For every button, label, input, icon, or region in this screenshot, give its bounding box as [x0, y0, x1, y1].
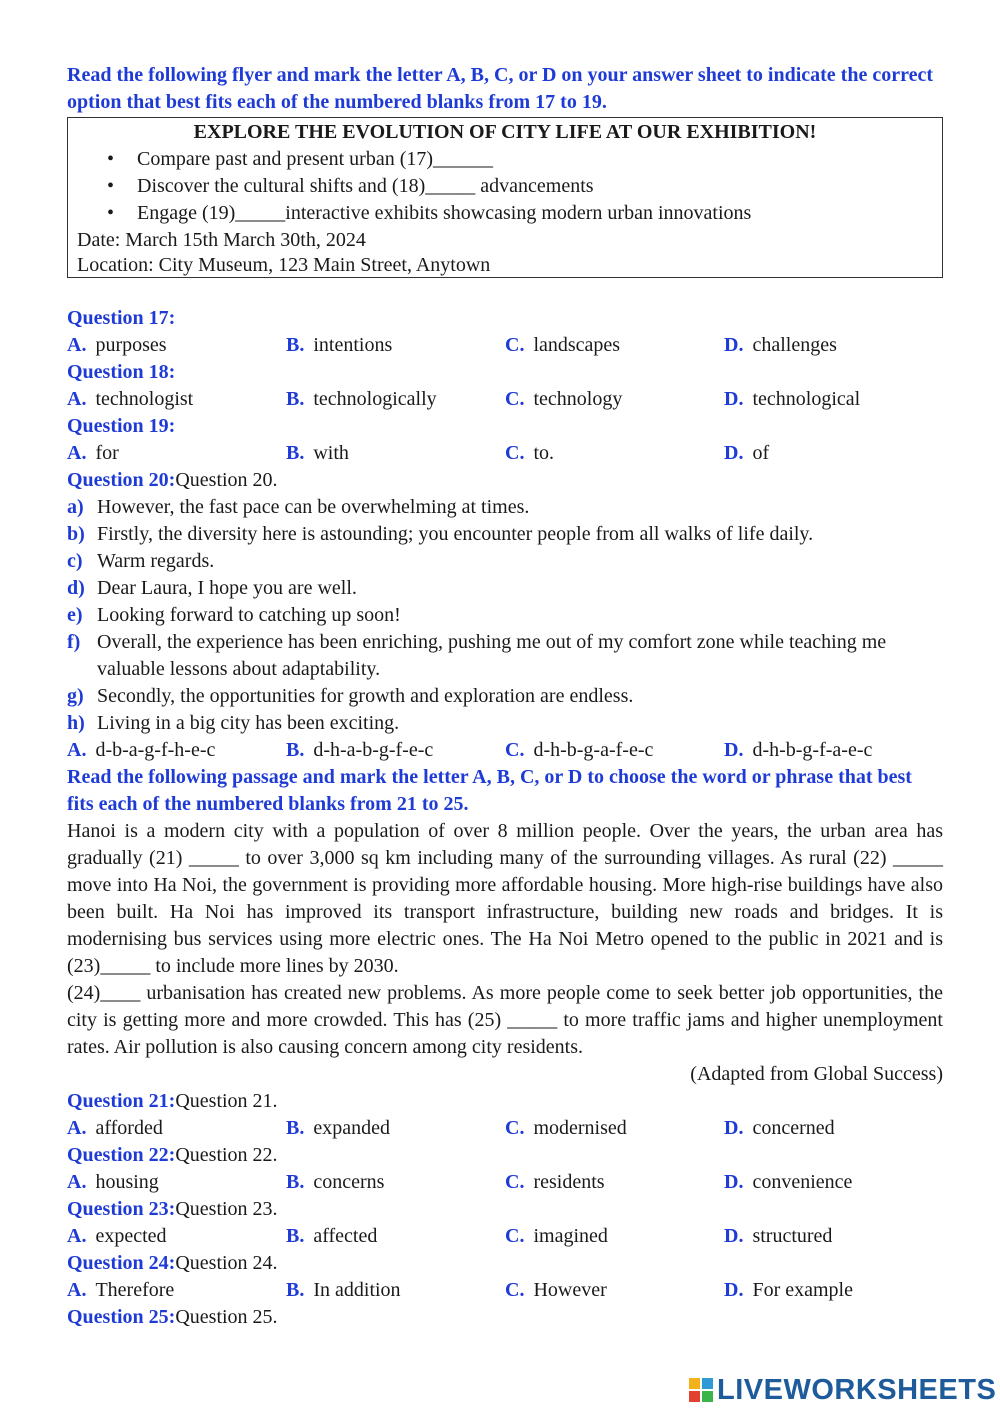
- sentence-item: b) Firstly, the diversity here is astounding; you encounter people from all walks of life daily.: [67, 523, 814, 545]
- sentence-item: a) However, the fast pace can be overwhelming at times.: [67, 496, 530, 518]
- option-b[interactable]: B. expanded: [286, 1117, 390, 1139]
- question-text: Question 24.: [175, 1252, 278, 1274]
- instructions-passage: Read the following passage and mark the letter A, B, C, or D to choose the word or phrase that best fits each of the numbered blanks from 21 to 25.: [67, 766, 912, 815]
- option-c[interactable]: C. technology: [505, 388, 623, 410]
- option-b[interactable]: B. d-h-a-b-g-f-e-c: [286, 739, 434, 761]
- flyer-bullet: • Discover the cultural shifts and (18)_____ advancements: [137, 173, 933, 200]
- option-d[interactable]: D. d-h-b-g-f-a-e-c: [724, 739, 873, 761]
- option-c[interactable]: C. to.: [505, 442, 555, 464]
- passage-source: (Adapted from Global Success): [690, 1063, 943, 1085]
- flyer-bullet: • Engage (19)_____interactive exhibits showcasing modern urban innovations: [137, 200, 933, 227]
- question-17: [67, 305, 943, 359]
- question-text: Question 22.: [175, 1144, 278, 1166]
- option-c[interactable]: C. d-h-b-g-a-f-e-c: [505, 739, 654, 761]
- option-a[interactable]: A. Therefore: [67, 1279, 175, 1301]
- flyer-bullet: • Compare past and present urban (17)______: [137, 146, 933, 173]
- option-c[interactable]: C. residents: [505, 1171, 605, 1193]
- question-20: [67, 467, 943, 764]
- option-d[interactable]: D. challenges: [724, 334, 837, 356]
- bullet-icon: •: [107, 175, 115, 197]
- sentence-item: d) Dear Laura, I hope you are well.: [67, 577, 357, 599]
- logo-text: LIVEWORKSHEETS: [717, 1373, 997, 1406]
- question-label: Question 17:: [67, 307, 176, 329]
- flyer-date: Date: March 15th March 30th, 2024: [77, 229, 366, 251]
- option-c[interactable]: C. landscapes: [505, 334, 621, 356]
- question-text: Question 21.: [175, 1090, 278, 1112]
- question-label: Question 23:: [67, 1198, 176, 1220]
- sentence-item: f) Overall, the experience has been enriching, pushing me out of my comfort zone while teaching me valuable lessons about adaptability.: [67, 631, 887, 680]
- option-a[interactable]: A. afforded: [67, 1117, 163, 1139]
- sentence-item: g) Secondly, the opportunities for growth and exploration are endless.: [67, 685, 634, 707]
- option-b[interactable]: B. concerns: [286, 1171, 385, 1193]
- option-a[interactable]: A. for: [67, 442, 119, 464]
- bullet-icon: •: [107, 202, 115, 224]
- flyer-box: [67, 117, 943, 278]
- sentence-item: e) Looking forward to catching up soon!: [67, 604, 401, 626]
- option-d[interactable]: D. For example: [724, 1279, 853, 1301]
- option-d[interactable]: D. of: [724, 442, 770, 464]
- question-text: Question 23.: [175, 1198, 278, 1220]
- option-d[interactable]: D. technological: [724, 388, 861, 410]
- option-b[interactable]: B. affected: [286, 1225, 378, 1247]
- option-c[interactable]: C. However: [505, 1279, 607, 1301]
- option-b[interactable]: B. In addition: [286, 1279, 401, 1301]
- question-22: [67, 1142, 943, 1196]
- option-b[interactable]: B. intentions: [286, 334, 393, 356]
- question-24: [67, 1250, 943, 1304]
- question-25: [67, 1304, 943, 1331]
- liveworksheets-logo: [689, 1374, 996, 1406]
- question-text: Question 20.: [175, 469, 278, 491]
- option-b[interactable]: B. with: [286, 442, 349, 464]
- option-a[interactable]: A. d-b-a-g-f-h-e-c: [67, 739, 216, 761]
- instructions-flyer: Read the following flyer and mark the letter A, B, C, or D on your answer sheet to indicate the correct option that best fits each of the numbered blanks from 17 to 19.: [67, 64, 934, 113]
- option-b[interactable]: B. technologically: [286, 388, 437, 410]
- flyer-title: EXPLORE THE EVOLUTION OF CITY LIFE AT OUR EXHIBITION!: [193, 121, 817, 143]
- logo-grid-icon: [689, 1378, 713, 1402]
- option-c[interactable]: C. modernised: [505, 1117, 627, 1139]
- flyer-location: Location: City Museum, 123 Main Street, Anytown: [77, 254, 491, 276]
- question-18: [67, 359, 943, 413]
- option-a[interactable]: A. technologist: [67, 388, 194, 410]
- question-label: Question 19:: [67, 415, 176, 437]
- question-label: Question 20:: [67, 469, 176, 491]
- question-label: Question 25:: [67, 1306, 176, 1328]
- question-23: [67, 1196, 943, 1250]
- worksheet: [67, 62, 943, 1331]
- option-a[interactable]: A. expected: [67, 1225, 167, 1247]
- option-d[interactable]: D. structured: [724, 1225, 833, 1247]
- option-a[interactable]: A. purposes: [67, 334, 167, 356]
- option-d[interactable]: D. concerned: [724, 1117, 835, 1139]
- question-label: Question 22:: [67, 1144, 176, 1166]
- option-c[interactable]: C. imagined: [505, 1225, 608, 1247]
- option-a[interactable]: A. housing: [67, 1171, 159, 1193]
- passage-paragraph-1: Hanoi is a modern city with a population of over 8 million people. Over the years, the urban area has gradually (21) _____ to over 3,000 sq km including many of the surrounding villages. As rural (22) _____ move into Ha Noi, the government is providing more affordable housing. More high-rise buildings have also been built. Ha Noi has improved its transport infrastructure, building new roads and bridges. It is modernising bus services using more electric ones. The Ha Noi Metro opened to the public in 2021 and is (23)_____ to include more lines by 2030.: [67, 820, 943, 977]
- sentence-item: c) Warm regards.: [67, 550, 215, 572]
- flyer-bullets: [77, 146, 933, 227]
- question-label: Question 18:: [67, 361, 176, 383]
- question-label: Question 21:: [67, 1090, 176, 1112]
- question-21: [67, 1088, 943, 1142]
- question-19: [67, 413, 943, 467]
- option-d[interactable]: D. convenience: [724, 1171, 853, 1193]
- question-label: Question 24:: [67, 1252, 176, 1274]
- passage-paragraph-2: (24)____ urbanisation has created new problems. As more people come to seek better job opportunities, the city is getting more and more crowded. This has (25) _____ to more traffic jams and higher unemployment rates. Air pollution is also causing concern among city residents.: [67, 982, 943, 1058]
- question-text: Question 25.: [175, 1306, 278, 1328]
- sentence-item: h) Living in a big city has been exciting.: [67, 712, 400, 734]
- bullet-icon: •: [107, 148, 115, 170]
